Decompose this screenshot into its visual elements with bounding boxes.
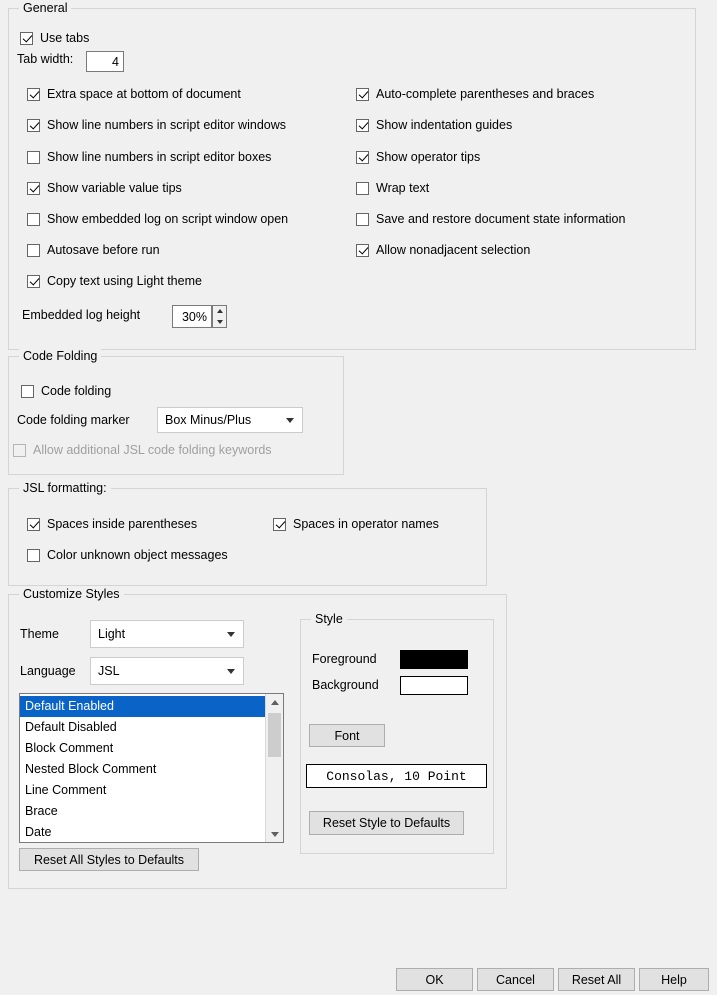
general-group-legend: General <box>19 1 71 15</box>
list-item[interactable]: Block Comment <box>25 741 114 755</box>
checkbox-wrap-text[interactable] <box>356 181 429 195</box>
checkbox-label: Allow nonadjacent selection <box>376 243 531 257</box>
checkbox-save-restore-doc-state[interactable] <box>356 212 625 226</box>
checkbox-box-icon[interactable] <box>27 151 40 164</box>
font-button[interactable]: Font <box>309 724 385 747</box>
customize-styles-group-legend: Customize Styles <box>19 587 124 601</box>
code-folding-marker-select[interactable] <box>157 407 303 433</box>
ok-button[interactable]: OK <box>396 968 473 991</box>
checkbox-box-icon[interactable] <box>356 88 369 101</box>
jsl-formatting-group <box>8 481 487 586</box>
checkbox-box-icon[interactable] <box>20 32 33 45</box>
checkbox-label: Wrap text <box>376 181 430 195</box>
checkbox-label: Use tabs <box>40 31 90 45</box>
checkbox-autocomplete-parens[interactable] <box>356 87 594 101</box>
list-item[interactable]: Line Comment <box>25 783 107 797</box>
checkbox-box-icon[interactable] <box>27 213 40 226</box>
checkbox-autosave-before-run[interactable] <box>27 243 160 257</box>
checkbox-box-icon[interactable] <box>27 119 40 132</box>
list-item[interactable]: Default Disabled <box>25 720 117 734</box>
chevron-down-icon[interactable] <box>227 632 235 637</box>
checkbox-line-numbers-windows[interactable] <box>27 118 286 132</box>
checkbox-spaces-operator-names[interactable] <box>273 517 439 531</box>
cancel-button[interactable]: Cancel <box>477 968 554 991</box>
checkbox-operator-tips[interactable] <box>356 150 480 164</box>
list-item[interactable]: Brace <box>25 804 58 818</box>
checkbox-box-icon[interactable] <box>27 244 40 257</box>
tab-width-input[interactable] <box>86 51 124 72</box>
checkbox-box-icon[interactable] <box>356 244 369 257</box>
checkbox-label: Save and restore document state information <box>376 212 626 226</box>
checkbox-box-icon[interactable] <box>27 549 40 562</box>
tab-width-label: Tab width: <box>17 52 74 66</box>
embedded-log-height-input[interactable] <box>172 305 212 328</box>
theme-select[interactable] <box>90 620 244 648</box>
checkbox-box-icon[interactable] <box>21 385 34 398</box>
checkbox-box-icon[interactable] <box>27 182 40 195</box>
embedded-log-height-label: Embedded log height <box>22 308 141 322</box>
checkbox-box-icon[interactable] <box>356 119 369 132</box>
checkbox-label: Color unknown object messages <box>47 548 228 562</box>
checkbox-variable-value-tips[interactable] <box>27 181 182 195</box>
foreground-color-swatch[interactable] <box>400 650 468 669</box>
scroll-down-icon[interactable] <box>266 825 283 842</box>
foreground-label: Foreground <box>312 652 377 666</box>
styles-list-scrollbar[interactable] <box>265 694 283 842</box>
styles-list-items <box>20 694 266 842</box>
checkbox-box-icon[interactable] <box>27 518 40 531</box>
checkbox-allow-jsl-keywords[interactable] <box>13 443 272 457</box>
checkbox-label: Autosave before run <box>47 243 160 257</box>
theme-value: Light <box>98 627 126 641</box>
checkbox-label: Show line numbers in script editor boxes <box>47 150 272 164</box>
language-value: JSL <box>98 664 120 678</box>
background-color-swatch[interactable] <box>400 676 468 695</box>
stepper-up-icon[interactable] <box>213 306 226 317</box>
checkbox-label: Copy text using Light theme <box>47 274 202 288</box>
chevron-down-icon[interactable] <box>227 669 235 674</box>
checkbox-color-unknown-object-messages[interactable] <box>27 548 228 562</box>
checkbox-box-icon[interactable] <box>356 213 369 226</box>
checkbox-embedded-log-on-open[interactable] <box>27 212 288 226</box>
checkbox-label: Show embedded log on script window open <box>47 212 289 226</box>
checkbox-label: Show variable value tips <box>47 181 182 195</box>
theme-label: Theme <box>20 627 59 641</box>
chevron-down-icon[interactable] <box>286 418 294 423</box>
font-display: Consolas, 10 Point <box>306 764 487 788</box>
checkbox-copy-text-light-theme[interactable] <box>27 274 202 288</box>
checkbox-line-numbers-boxes[interactable] <box>27 150 271 164</box>
code-folding-group-legend: Code Folding <box>19 349 101 363</box>
checkbox-box-icon[interactable] <box>27 88 40 101</box>
style-group-legend: Style <box>311 612 347 626</box>
checkbox-box-icon[interactable] <box>356 182 369 195</box>
checkbox-extra-space-bottom[interactable] <box>27 87 241 101</box>
reset-all-styles-button[interactable]: Reset All Styles to Defaults <box>19 848 199 871</box>
checkbox-label: Allow additional JSL code folding keywords <box>33 443 272 457</box>
checkbox-label: Code folding <box>41 384 112 398</box>
checkbox-code-folding[interactable] <box>21 384 111 398</box>
help-button[interactable]: Help <box>639 968 709 991</box>
checkbox-nonadjacent-selection[interactable] <box>356 243 530 257</box>
checkbox-indentation-guides[interactable] <box>356 118 512 132</box>
stepper-down-icon[interactable] <box>213 317 226 328</box>
checkbox-label: Show line numbers in script editor windows <box>47 118 286 132</box>
list-item[interactable]: Nested Block Comment <box>25 762 157 776</box>
embedded-log-height-stepper[interactable] <box>212 305 227 328</box>
jsl-formatting-group-legend: JSL formatting: <box>19 481 111 495</box>
checkbox-label: Spaces inside parentheses <box>47 517 198 531</box>
code-folding-marker-value: Box Minus/Plus <box>165 413 252 427</box>
checkbox-label: Auto-complete parentheses and braces <box>376 87 595 101</box>
list-item[interactable]: Date <box>25 825 52 839</box>
list-item[interactable]: Default Enabled <box>20 696 266 717</box>
language-select[interactable] <box>90 657 244 685</box>
checkbox-box-icon[interactable] <box>356 151 369 164</box>
checkbox-label: Show indentation guides <box>376 118 513 132</box>
reset-style-to-defaults-button[interactable]: Reset Style to Defaults <box>309 811 464 835</box>
code-folding-marker-label: Code folding marker <box>17 413 130 427</box>
checkbox-spaces-inside-parens[interactable] <box>27 517 197 531</box>
checkbox-box-icon[interactable] <box>273 518 286 531</box>
scrollbar-thumb[interactable] <box>268 713 281 757</box>
reset-all-button[interactable]: Reset All <box>558 968 635 991</box>
checkbox-label: Spaces in operator names <box>293 517 439 531</box>
scroll-up-icon[interactable] <box>266 694 283 711</box>
styles-listbox[interactable] <box>19 693 284 843</box>
checkbox-box-icon[interactable] <box>13 444 26 457</box>
checkbox-use-tabs[interactable] <box>20 31 89 45</box>
checkbox-label: Extra space at bottom of document <box>47 87 241 101</box>
checkbox-box-icon[interactable] <box>27 275 40 288</box>
background-label: Background <box>312 678 379 692</box>
checkbox-label: Show operator tips <box>376 150 481 164</box>
language-label: Language <box>20 664 76 678</box>
